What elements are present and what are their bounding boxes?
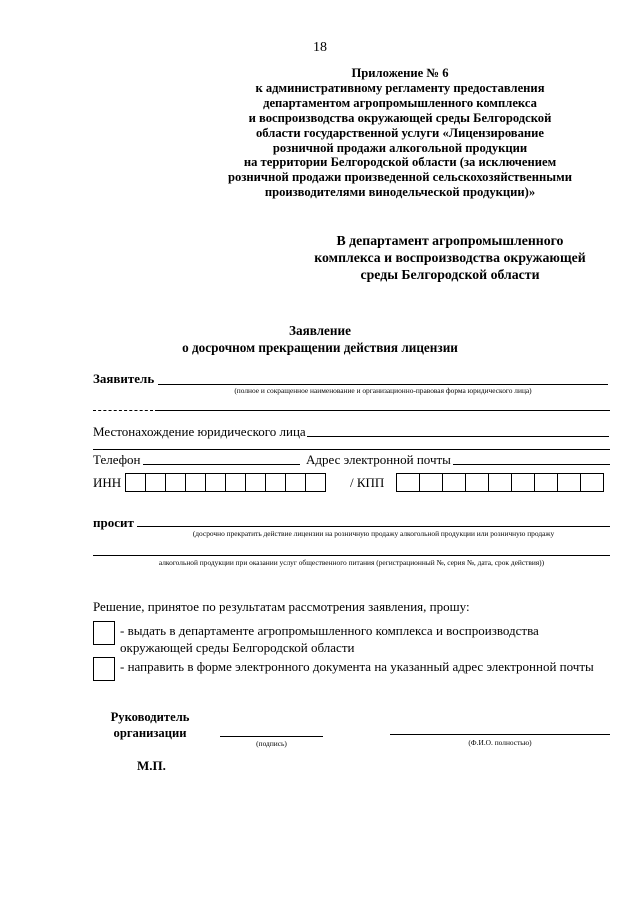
requests-field[interactable] [137,526,610,527]
annex-line: розничной продажи произведенной сельскохозяйственными [228,170,572,185]
addressee-line: комплекса и воспроизводства окружающей [314,250,586,265]
annex-line: и воспроизводства окружающей среды Белгородской [248,110,552,125]
requests-hint: (досрочно прекратить действие лицензии на розничную продажу алкогольной продукции или розничную продажу [192,529,555,538]
document-title [0,322,640,356]
phone-field[interactable] [143,464,300,465]
phone-label: Телефон [93,452,141,467]
kpp-label: / КПП [350,475,385,490]
page-number: 18 [313,40,327,55]
head-line: Руководитель [110,710,190,724]
annex-line: розничной продажи алкогольной продукции [272,140,528,155]
inn-cell[interactable] [305,473,326,492]
inn-cell[interactable] [225,473,246,492]
addressee-block [280,232,620,283]
annex-line: Приложение № 6 [351,66,449,80]
title-line: Заявление [289,323,351,338]
requests-hint-2: алкогольной продукции при оказании услуг общественного питания (регистрационный №, серия №, дата, срок действия)) [158,558,545,567]
inn-cell[interactable] [145,473,166,492]
stamp-place: М.П. [137,758,166,773]
annex-line: к административному регламенту предоставления [255,80,545,95]
location-label: Местонахождение юридического лица [93,424,306,439]
head-of-organization [95,709,205,741]
kpp-cell[interactable] [488,473,512,492]
signature-hint: (подпись) [256,739,287,748]
applicant-hint: (полное и сокращенное наименование и организационно-правовая форма юридического лица) [234,386,532,395]
annex-line: департаментом агропромышленного комплекса [263,95,537,110]
applicant-label: Заявитель [93,371,155,386]
separator-line [93,449,610,450]
inn-cell[interactable] [185,473,206,492]
kpp-cell[interactable] [557,473,581,492]
inn-cell[interactable] [245,473,266,492]
annex-header [200,66,600,200]
inn-cells[interactable] [125,473,325,492]
annex-line: области государственной услуги «Лицензирование [255,125,545,140]
inn-label: ИНН [93,475,122,490]
email-label: Адрес электронной почты [306,452,451,467]
option-issue-line: окружающей среды Белгородской области [120,640,355,655]
issue-in-department-checkbox[interactable] [93,621,115,645]
inn-cell[interactable] [265,473,286,492]
kpp-cell[interactable] [534,473,558,492]
addressee-line: В департамент агропромышленного [336,233,564,248]
option-email-text: - направить в форме электронного документа на указанный адрес электронной почты [120,659,594,674]
applicant-dash [93,410,153,411]
kpp-cell[interactable] [580,473,604,492]
kpp-cell[interactable] [465,473,489,492]
inn-cell[interactable] [205,473,226,492]
kpp-cell[interactable] [442,473,466,492]
location-field[interactable] [307,436,609,437]
inn-cell[interactable] [285,473,306,492]
addressee-line: среды Белгородской области [360,267,540,282]
send-email-checkbox[interactable] [93,657,115,681]
annex-line: производителями винодельческой продукции)» [264,185,536,200]
title-line: о досрочном прекращении действия лицензии [182,340,458,355]
kpp-cell[interactable] [419,473,443,492]
kpp-cell[interactable] [396,473,420,492]
kpp-cell[interactable] [511,473,535,492]
annex-line: на территории Белгородской области (за исключением [243,155,557,170]
inn-cell[interactable] [165,473,186,492]
requests-label: просит [93,515,134,530]
applicant-field-2[interactable] [155,410,610,411]
email-field[interactable] [453,464,610,465]
requests-field-2[interactable] [93,555,610,556]
option-issue-line: - выдать в департаменте агропромышленного комплекса и воспроизводства [120,623,539,638]
applicant-field[interactable] [158,384,608,385]
full-name-field[interactable] [390,734,610,735]
signature-field[interactable] [220,736,323,737]
head-line: организации [113,726,187,740]
full-name-hint: (Ф.И.О. полностью) [468,738,532,747]
kpp-cells[interactable] [396,473,603,492]
decision-intro: Решение, принятое по результатам рассмотрения заявления, прошу: [93,599,470,614]
option-issue-text [120,622,539,656]
inn-cell[interactable] [125,473,146,492]
